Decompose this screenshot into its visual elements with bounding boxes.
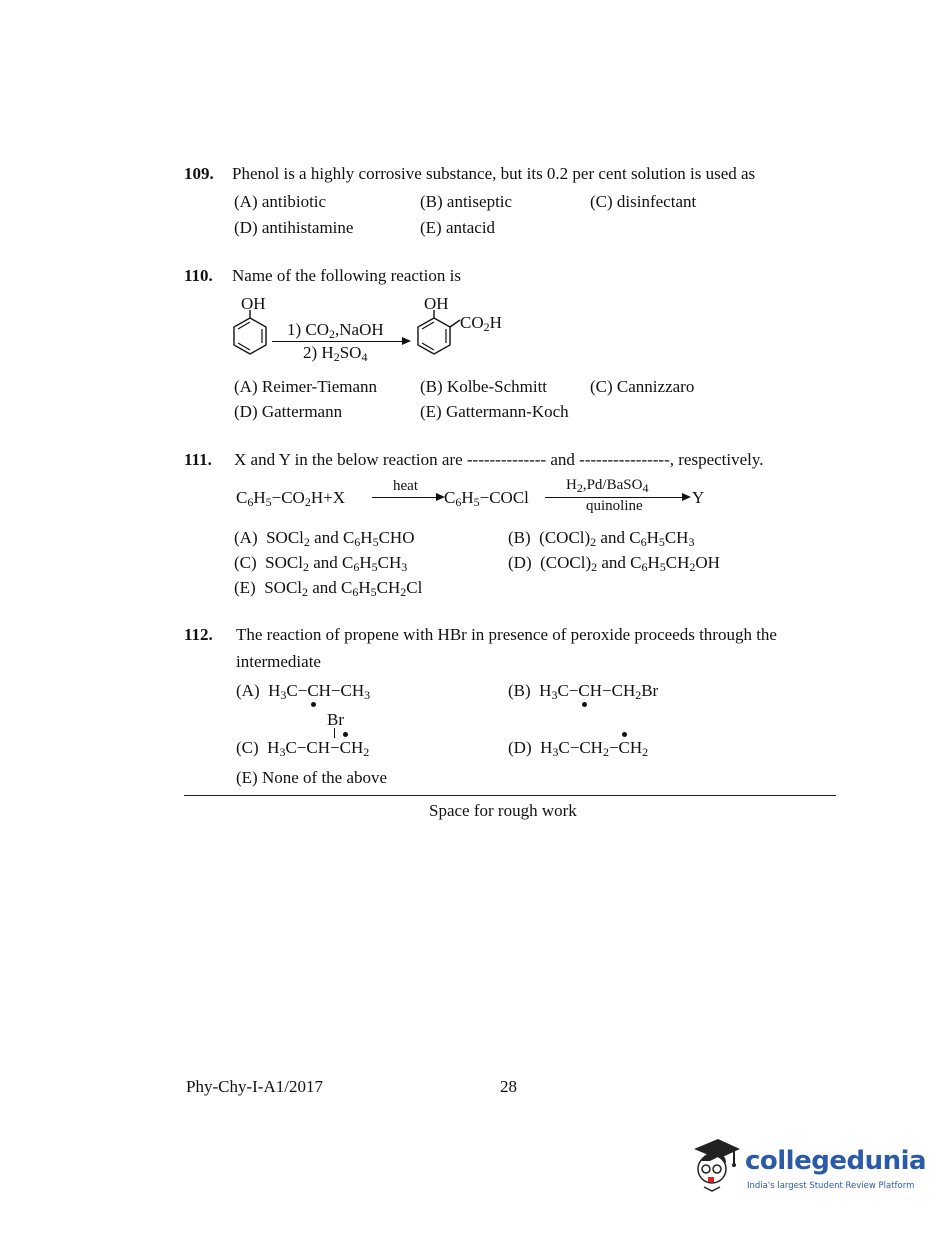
page-number: 28 [500, 1077, 517, 1096]
rough-work-label: Space for rough work [429, 801, 577, 820]
q111-arrow1 [372, 497, 440, 498]
q112-option-c: (C) $H_3C-CH-CH_2$ [236, 738, 370, 759]
brand-tagline: India's largest Student Review Platform [747, 1181, 915, 1191]
q109-option-a: (A) antibiotic [234, 192, 327, 211]
q110-product-co2h: $CO_2H$ [460, 313, 502, 334]
paper-code: Phy-Chy-I-A1/2017 [186, 1077, 323, 1096]
q112-option-d: (D) $H_3C-CH_2-CH_2$ [508, 738, 649, 759]
q112-option-e: (E) None of the above [236, 768, 388, 787]
brand-name: collegedunia [745, 1146, 927, 1176]
q111-option-a: (A) SOCl$_2$ and $C_6H_5CHO$ [234, 528, 415, 549]
q112-option-a: (A) $H_3C-CH-CH_3$ [236, 681, 371, 702]
q112-option-b: (B) $H_3C-CH-CH_2Br$ [508, 681, 659, 702]
q111-arrow2-bottom: quinoline [586, 498, 643, 514]
q112-option-d-label: (D) [508, 738, 532, 757]
q112-option-c-br: Br [327, 710, 344, 729]
q110-product-oh-label: OH [424, 294, 449, 313]
q109-option-d: (D) antihistamine [234, 218, 354, 237]
q109-text: Phenol is a highly corrosive substance, but its 0.2 per cent solution is used as [232, 164, 756, 183]
q110-reagent-bottom: 2) $H_2SO_4$ [303, 343, 368, 364]
q109-option-e: (E) antacid [420, 218, 496, 237]
q111-option-c: (C) SOCl$_2$ and $C_6H_5CH_3$ [234, 553, 408, 574]
q111-arrow2-top: $H_2,Pd/BaSO_4$ [566, 477, 649, 495]
q112-text-line1: The reaction of propene with HBr in presence of peroxide proceeds through the [236, 625, 777, 644]
q111-intermediate: $C_6H_5-COCl$ [444, 488, 529, 509]
q112-option-c-bond [334, 728, 335, 738]
q110-option-e: (E) Gattermann-Koch [420, 402, 569, 421]
salicylic-acid-structure [414, 310, 464, 358]
rough-work-divider [184, 795, 836, 796]
q111-product-y: Y [692, 488, 705, 507]
q110-reagent-top: 1) $CO_2,NaOH$ [287, 320, 384, 341]
q109-number: 109. [184, 164, 214, 183]
collegedunia-mascot-icon [688, 1135, 742, 1195]
q110-arrow [272, 341, 404, 342]
q111-arrow2-head [682, 493, 691, 501]
q112-text-line2: intermediate [236, 652, 321, 671]
q111-number: 111. [184, 450, 212, 469]
q112-option-b-label: (B) [508, 681, 531, 700]
q110-number: 110. [184, 266, 213, 285]
q110-text: Name of the following reaction is [232, 266, 461, 285]
q112-option-a-label: (A) [236, 681, 260, 700]
q111-option-d: (D) $(COCl)_2$ and $C_6H_5CH_2OH$ [508, 553, 720, 574]
q110-option-d: (D) Gattermann [234, 402, 343, 421]
q110-option-b: (B) Kolbe-Schmitt [420, 377, 548, 396]
q111-arrow1-label: heat [393, 478, 418, 494]
q110-reactant-oh-label: OH [241, 294, 266, 313]
q112-number: 112. [184, 625, 213, 644]
q112-option-c-label: (C) [236, 738, 259, 757]
q111-option-b: (B) $(COCl)_2$ and $C_6H_5CH_3$ [508, 528, 695, 549]
q109-option-c: (C) disinfectant [590, 192, 697, 211]
q111-text: X and Y in the below reaction are -------------- and ----------------, respectively. [234, 450, 764, 469]
q111-option-e: (E) SOCl$_2$ and $C_6H_5CH_2Cl$ [234, 578, 423, 599]
q110-arrow-head [402, 337, 411, 345]
q109-option-b: (B) antiseptic [420, 192, 513, 211]
phenol-structure [230, 310, 270, 358]
q110-option-c: (C) Cannizzaro [590, 377, 695, 396]
q111-reactant: $C_6H_5-CO_2H+X$ [236, 488, 345, 509]
q110-option-a: (A) Reimer-Tiemann [234, 377, 378, 396]
